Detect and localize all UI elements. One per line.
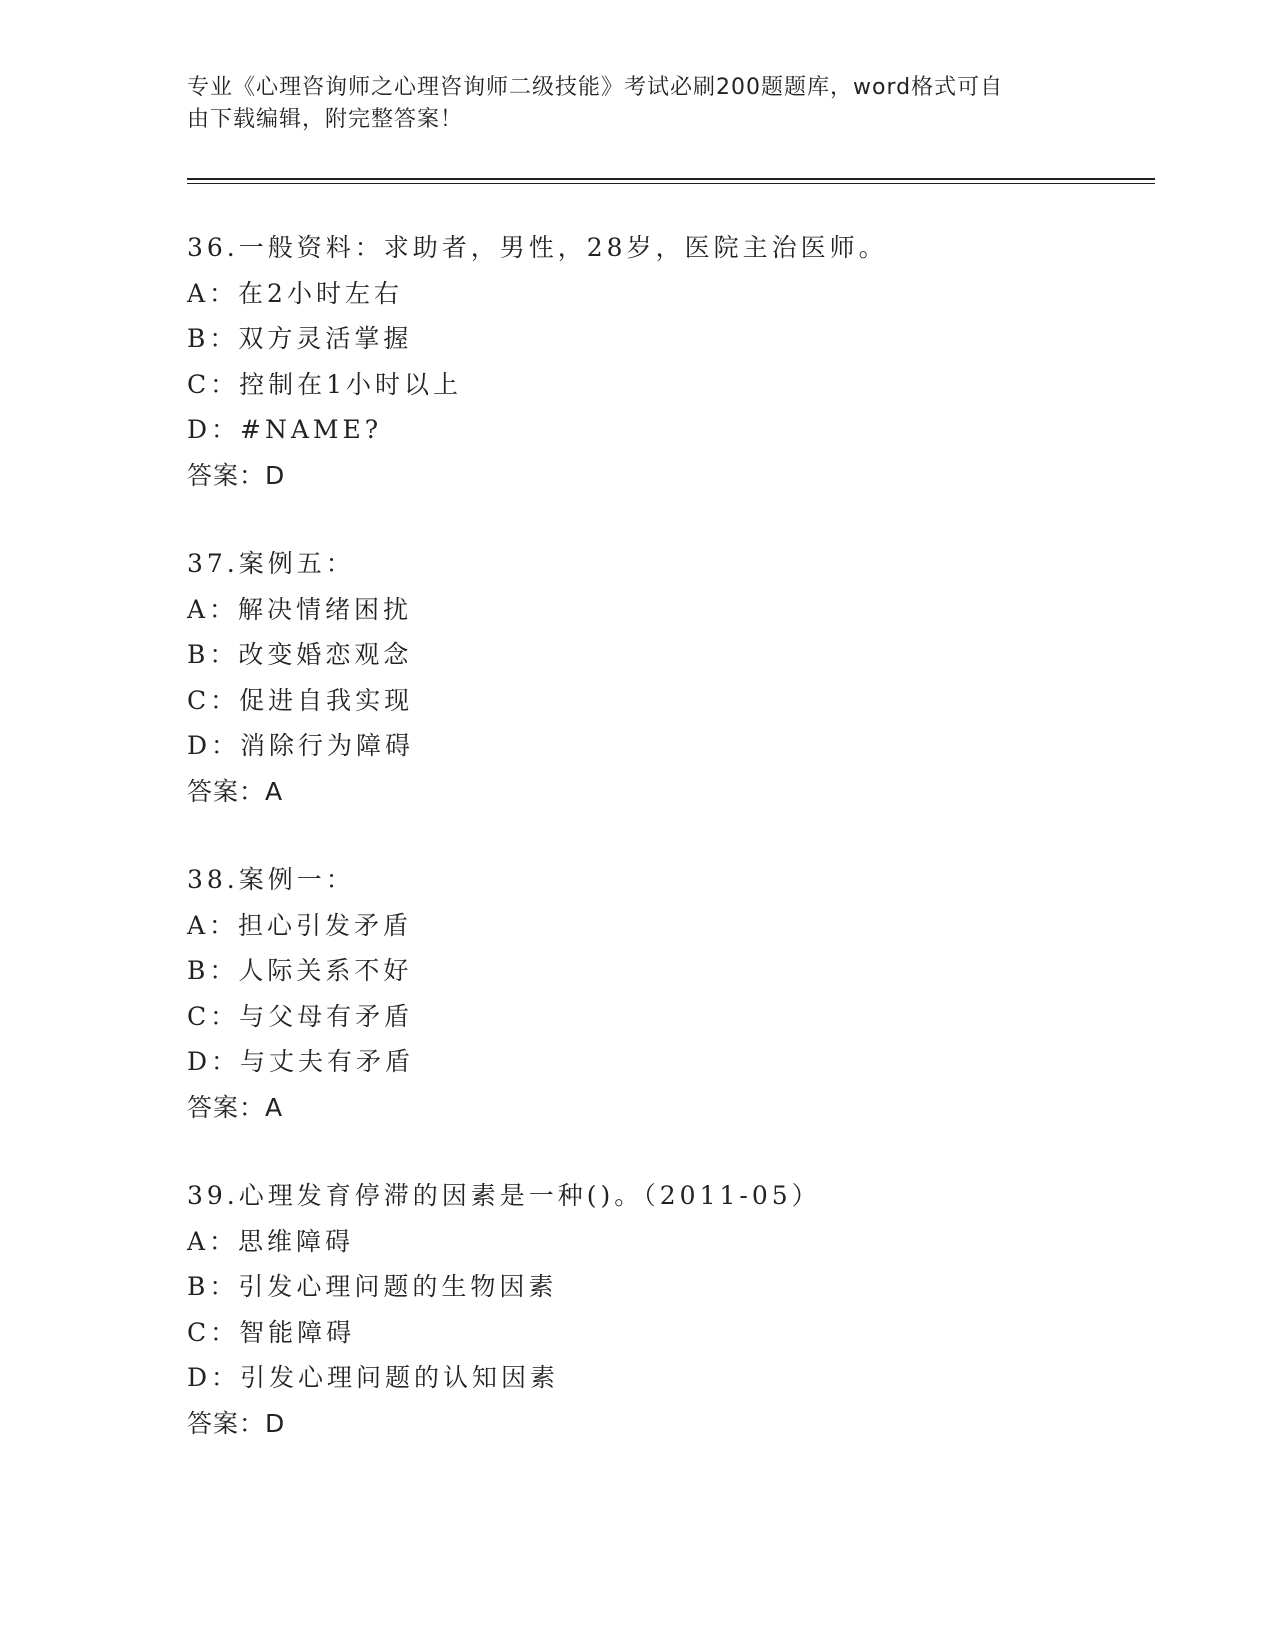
question-37 <box>187 541 1147 814</box>
question-38 <box>187 857 1147 1130</box>
header-line-1: 专业《心理咨询师之心理咨询师二级技能》考试必刷200题题库，word格式可自 <box>187 75 1004 100</box>
option-c: C：与父母有矛盾 <box>187 1001 414 1031</box>
question-stem: 37.案例五： <box>187 549 355 578</box>
option-a: A：在2小时左右 <box>187 278 403 308</box>
option-d: D：消除行为障碍 <box>187 731 415 760</box>
answer-line: 答案：A <box>187 1092 284 1122</box>
option-a: A：解决情绪困扰 <box>187 594 413 624</box>
option-c: C：控制在1小时以上 <box>187 369 463 399</box>
option-d: D：#NAME? <box>187 415 383 444</box>
question-stem: 38.案例一： <box>187 865 355 894</box>
question-36 <box>187 225 1147 498</box>
header-divider-thin <box>187 183 1155 184</box>
option-a: A：担心引发矛盾 <box>187 910 413 940</box>
answer-line: 答案：A <box>187 776 284 806</box>
question-stem: 39.心理发育停滞的因素是一种()。（2011-05） <box>187 1181 821 1210</box>
option-b: B：人际关系不好 <box>187 956 413 985</box>
question-stem: 36.一般资料：求助者，男性，28岁，医院主治医师。 <box>187 233 888 262</box>
document-header <box>187 72 1067 136</box>
option-b: B：改变婚恋观念 <box>187 640 413 669</box>
option-b: B：引发心理问题的生物因素 <box>187 1272 558 1301</box>
answer-line: 答案：D <box>187 1408 286 1438</box>
option-b: B：双方灵活掌握 <box>187 324 413 353</box>
question-39 <box>187 1173 1147 1446</box>
option-d: D：引发心理问题的认知因素 <box>187 1363 560 1392</box>
option-c: C：智能障碍 <box>187 1317 356 1347</box>
header-divider <box>187 178 1155 180</box>
option-d: D：与丈夫有矛盾 <box>187 1047 415 1076</box>
header-line-2: 由下载编辑，附完整答案！ <box>187 107 464 132</box>
option-c: C：促进自我实现 <box>187 685 414 715</box>
answer-line: 答案：D <box>187 460 286 490</box>
option-a: A：思维障碍 <box>187 1226 355 1256</box>
